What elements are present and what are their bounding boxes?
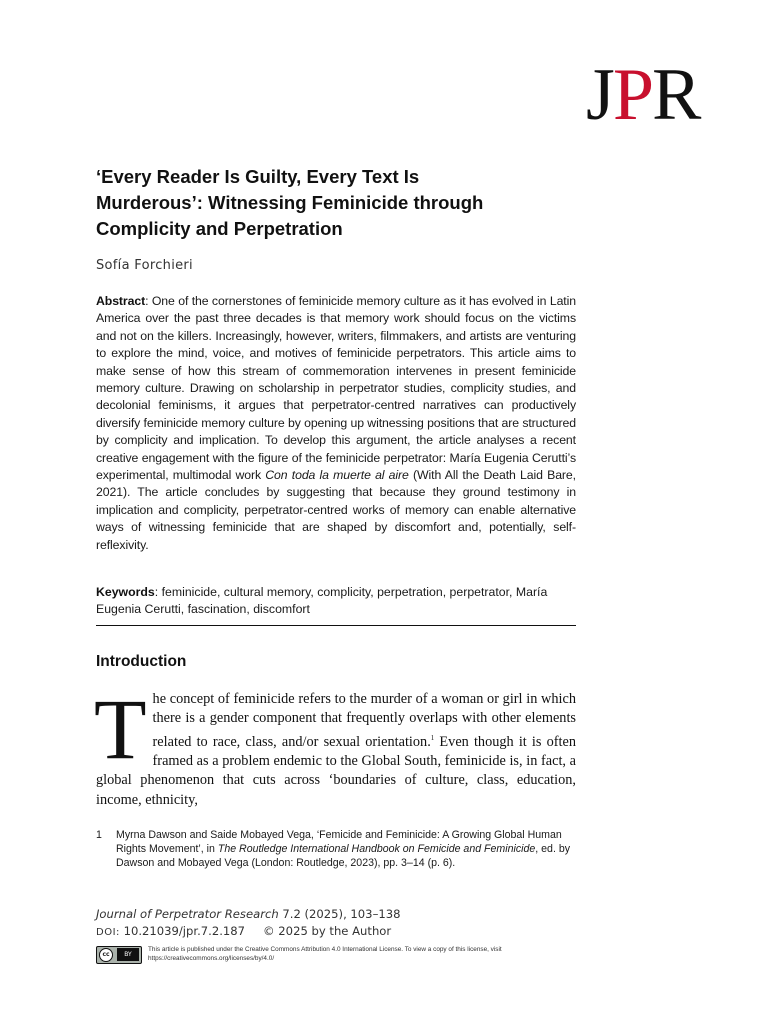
journal-citation: 7.2 (2025), 103–138 — [278, 907, 401, 921]
journal-logo — [586, 54, 700, 136]
footnote-number: 1 — [96, 829, 102, 841]
license-text: This article is published under the Creative Commons Attribution 4.0 International License. To view a copy of this license, visit https://creativecommons.org/licenses/by/4.0/ — [148, 946, 502, 962]
footnote-text-before: Myrna Dawson and Saide Mobayed Vega, ‘Femicide and Feminicide: A Growing Global Human Rights Movement’, in — [116, 829, 562, 855]
footnote-ref[interactable]: 1 — [430, 733, 435, 742]
abstract-work-title: Con toda la muerte al aire — [265, 468, 409, 483]
article-title: ‘Every Reader Is Guilty, Every Text Is Murderous’: Witnessing Feminicide through Complicity and Perpetration — [96, 166, 484, 239]
footnote — [96, 828, 576, 870]
body-text-part-1: he concept of feminicide refers to the murder of a woman or girl in which there is a gender component that frequently overlaps with other elements related to race, class, and/or sexual orientation. — [152, 691, 576, 750]
journal-doi-line — [96, 923, 401, 941]
section-heading: Introduction — [96, 653, 187, 670]
journal-name: Journal of Perpetrator Research — [96, 907, 279, 921]
footnote-text-after: , ed. by Dawson and Mobayed Vega (London: Routledge, 2023), pp. 3–14 (p. 6). — [116, 843, 571, 869]
logo-letter-j: J — [586, 54, 613, 136]
copyright: © 2025 by the Author — [263, 924, 392, 938]
drop-cap: T — [94, 681, 147, 777]
abstract-text-after: (With All the Death Laid Bare, 2021). The article concludes by suggesting that because they ground testimony in implication and complicity, perpetrator-centred works of memory can enable alternative ways of witnessing feminicide that are shaped by discomfort and, potentially, self-reflexivity. — [96, 468, 576, 552]
abstract-label: Abstract — [96, 294, 146, 308]
abstract — [96, 293, 576, 554]
footnote-book-title: The Routledge International Handbook on Femicide and Feminicide — [217, 843, 536, 855]
doi-value[interactable]: 10.21039/jpr.7.2.187 — [119, 924, 246, 938]
logo-letter-r: R — [651, 54, 700, 136]
section-divider — [96, 625, 576, 626]
body-text-part-2: Even though it is often framed as a problem endemic to the Global South, feminicide is, in fact, a global phenomenon that cuts across ‘boundaries of culture, class, education, income, ethnicity, — [96, 733, 576, 808]
cc-icon: cc — [99, 948, 113, 962]
by-icon: BY — [117, 948, 139, 961]
doi-label: DOI: — [96, 927, 120, 938]
keywords-text: : feminicide, cultural memory, complicity, perpetration, perpetrator, María Eugenia Cerutti, fascination, discomfort — [96, 585, 548, 617]
keywords — [96, 584, 576, 619]
author-name: Sofía Forchieri — [96, 258, 193, 273]
body-paragraph — [94, 681, 576, 810]
journal-info — [96, 906, 401, 941]
logo-letter-p: P — [612, 54, 652, 136]
cc-by-badge[interactable] — [96, 946, 142, 964]
abstract-text: : One of the cornerstones of feminicide memory culture as it has evolved in Latin America over the past three decades is that memory work should focus on the victims and not on the killers. Increasingly, however, writers, filmmakers, and artists are venturing to explore the mind, voice, and motives of feminicide perpetrators. This article aims to make sense of how this stream of commemoration intervenes in present feminicide memory culture. Drawing on scholarship in perpetrator studies, complicity studies, and decolonial feminisms, it argues that perpetrator-centred narratives can productively diversify feminicide memory culture by opening up witnessing positions that are structured by complicity and implication. To develop this argument, the article analyses a recent creative engagement with the figure of the feminicide perpetrator: María Eugenia Cerutti’s experimental, multimodal work — [96, 294, 576, 483]
footnote-text — [116, 828, 576, 870]
keywords-label: Keywords — [96, 585, 155, 599]
journal-citation-line — [96, 906, 401, 923]
